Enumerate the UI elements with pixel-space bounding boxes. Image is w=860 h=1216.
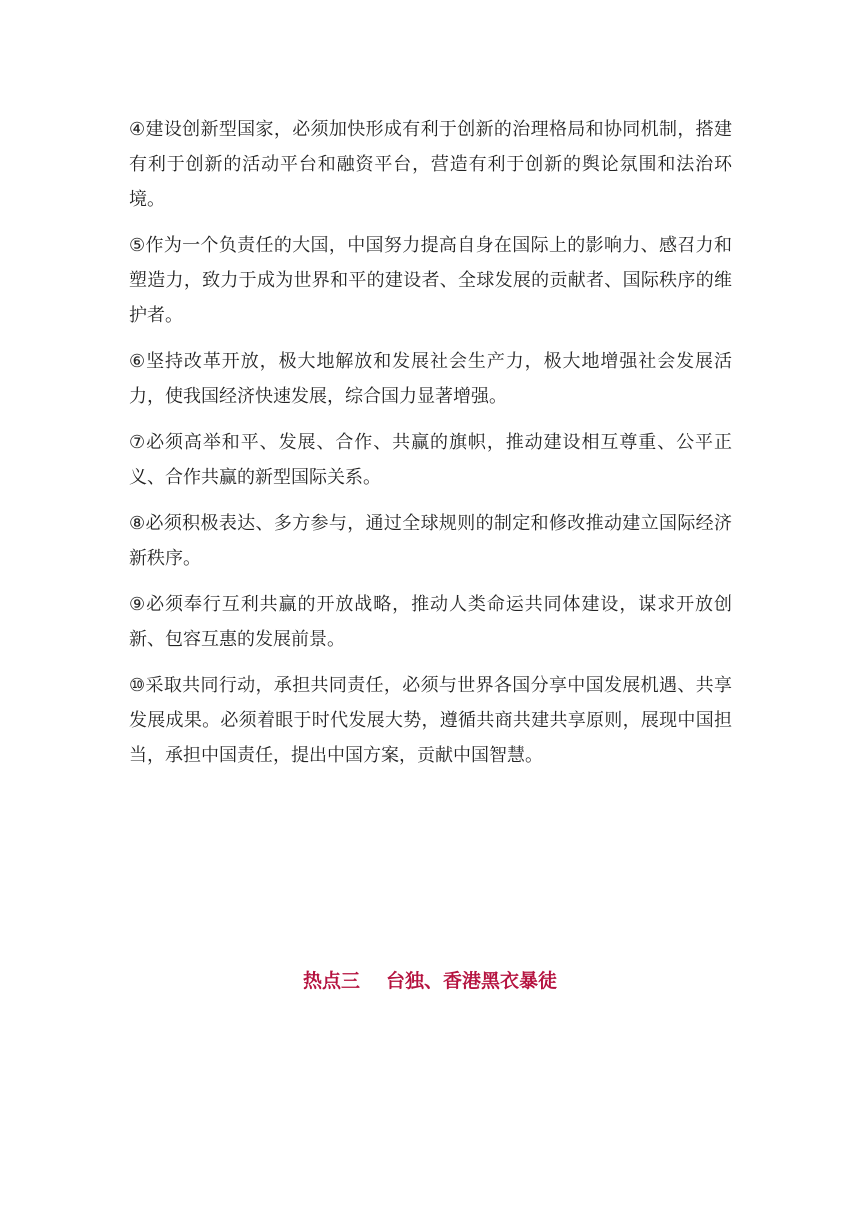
section-heading-label: 热点三 xyxy=(302,970,360,992)
document-body xyxy=(129,112,732,784)
paragraph-9: ⑨必须奉行互利共赢的开放战略，推动人类命运共同体建设，谋求开放创新、包容互惠的发展前景。 xyxy=(129,594,732,650)
paragraph-6: ⑥坚持改革开放，极大地解放和发展社会生产力，极大地增强社会发展活力，使我国经济快速发展，综合国力显著增强。 xyxy=(129,351,732,407)
section-heading xyxy=(0,966,860,993)
paragraph-10: ⑩采取共同行动，承担共同责任，必须与世界各国分享中国发展机遇、共享发展成果。必须着眼于时代发展大势，遵循共商共建共享原则，展现中国担当，承担中国责任，提出中国方案，贡献中国智慧。 xyxy=(129,675,732,766)
paragraph-4: ④建设创新型国家，必须加快形成有利于创新的治理格局和协同机制，搭建有利于创新的活动平台和融资平台，营造有利于创新的舆论氛围和法治环境。 xyxy=(129,119,732,210)
paragraph-7: ⑦必须高举和平、发展、合作、共赢的旗帜，推动建设相互尊重、公平正义、合作共赢的新型国际关系。 xyxy=(129,432,732,488)
section-heading-title: 台独、香港黑衣暴徒 xyxy=(386,970,558,992)
paragraph-8: ⑧必须积极表达、多方参与，通过全球规则的制定和修改推动建立国际经济新秩序。 xyxy=(129,513,732,569)
paragraph-5: ⑤作为一个负责任的大国，中国努力提高自身在国际上的影响力、感召力和塑造力，致力于成为世界和平的建设者、全球发展的贡献者、国际秩序的维护者。 xyxy=(129,235,732,326)
